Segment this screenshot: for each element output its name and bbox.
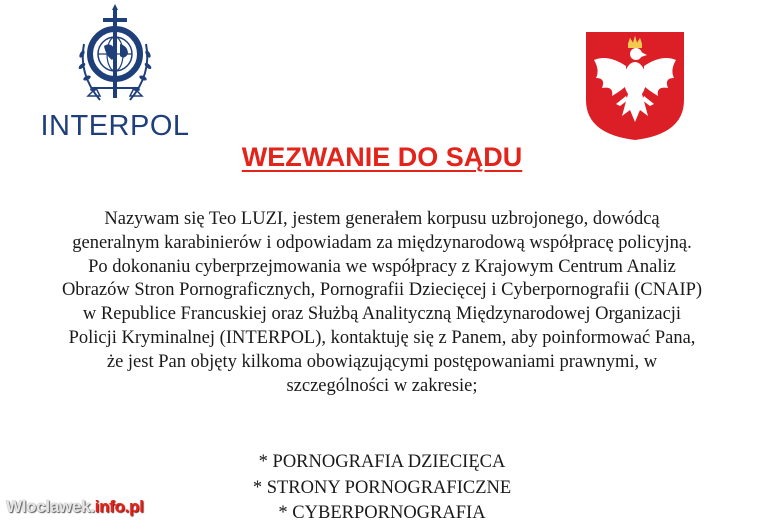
list-item: * STRONY PORNOGRAFICZNE (252, 477, 512, 498)
body-line: Obrazów Stron Pornograficznych, Pornografii Dziecięcej i Cyberpornografii (CNAIP) (61, 280, 703, 301)
site-watermark (6, 497, 144, 517)
interpol-logo (40, 4, 190, 144)
body-line: szczególności w zakresie; (286, 375, 478, 396)
body-line: generalnym karabinierów i odpowiadam za międzynarodową współpracę policyjną. (72, 232, 692, 253)
body-line: Policji Kryminalnej (INTERPOL), kontaktuję się z Panem, aby poinformować Pana, (68, 327, 696, 348)
white-eagle-icon (584, 30, 686, 142)
list-item: * PORNOGRAFIA DZIECIĘCA (258, 452, 506, 472)
polish-coat-of-arms (584, 30, 686, 142)
body-line: w Republice Francuskiej oraz Służbą Analityczną Międzynarodowej Organizacji (82, 304, 682, 325)
title-text: WEZWANIE DO SĄDU (241, 142, 523, 172)
body-paragraph (20, 208, 744, 398)
body-line: że jest Pan objęty kilkoma obowiązującymi postępowaniami prawnymi, w (106, 351, 658, 372)
interpol-wordmark: INTERPOL (40, 110, 190, 142)
watermark-part1: Wloclawek. (6, 497, 95, 516)
document-title (0, 142, 764, 173)
interpol-emblem-icon (70, 4, 160, 112)
list-item: * CYBERPORNOGRAFIA (278, 503, 486, 523)
watermark-part2: info.pl (94, 497, 144, 516)
body-line: Po dokonaniu cyberprzejmowania we współpracy z Krajowym Centrum Analiz (88, 256, 676, 277)
body-line: Nazywam się Teo LUZI, jestem generałem korpusu uzbrojonego, dowódcą (104, 209, 660, 229)
